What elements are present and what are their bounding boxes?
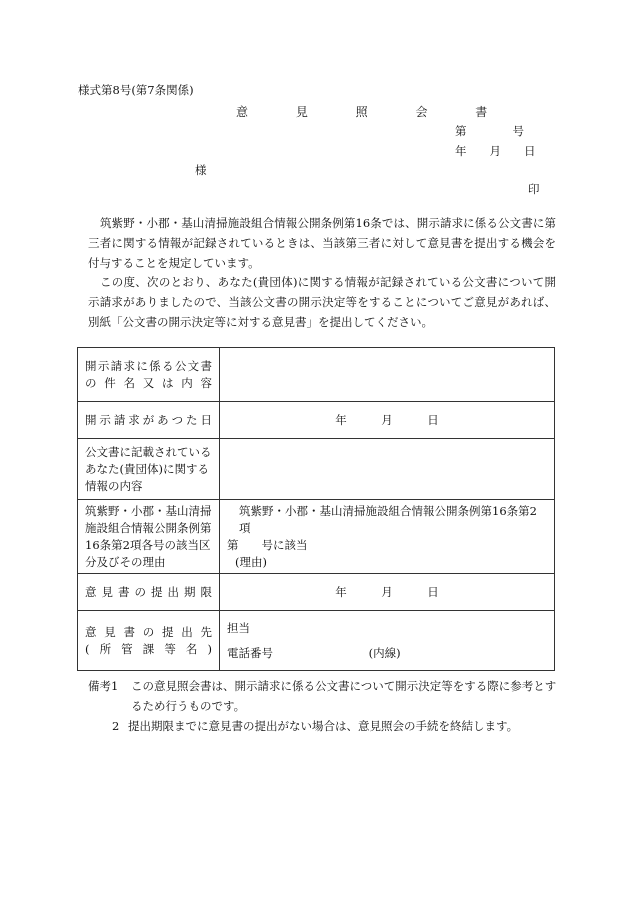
label-line: 意見書の提出期限 xyxy=(85,584,212,599)
table-row xyxy=(78,402,555,439)
label-line: (所管課等名) xyxy=(85,641,212,656)
label-line: 意見書の提出先 xyxy=(85,624,212,639)
table-row xyxy=(78,348,555,402)
date-placeholder: 年 月 日 xyxy=(335,584,439,599)
phone-line xyxy=(227,645,547,662)
inquiry-table xyxy=(77,347,555,671)
table-row xyxy=(78,500,555,574)
label-document-subject xyxy=(78,348,220,402)
note-text: この意見照会書は、開示請求に係る公文書について開示決定等をする際に参考とするため行うものです。 xyxy=(131,679,557,713)
document-title: 意 見 照 会 書 xyxy=(236,105,510,119)
value-category-reason[interactable] xyxy=(220,500,555,574)
note-number: 2 xyxy=(112,719,120,733)
value-submission-destination[interactable] xyxy=(220,611,555,671)
label-line: 開示請求に係る公文書 xyxy=(85,358,212,373)
label-submission-deadline xyxy=(78,574,220,611)
label-recorded-info: 公文書に記載されているあなた(貴団体)に関する情報の内容 xyxy=(78,439,220,500)
label-category-reason: 筑紫野・小郡・基山清掃施設組合情報公開条例第16条第2項各号の該当区分及びその理由 xyxy=(78,500,220,574)
label-request-date xyxy=(78,402,220,439)
form-number: 様式第8号(第7条関係) xyxy=(78,83,194,97)
phone-label: 電話番号 xyxy=(227,645,273,660)
note-heading: 備考1 xyxy=(88,679,119,693)
label-line: 開示請求があつた日 xyxy=(85,412,212,427)
addressee-suffix: 様 xyxy=(195,163,207,177)
table-row xyxy=(78,439,555,500)
document-date-line: 年 月 日 xyxy=(455,144,536,158)
note-text: 提出期限までに意見書の提出がない場合は、意見照会の手続を終結します。 xyxy=(128,719,519,733)
request-paragraph: この度、次のとおり、あなた(貴団体)に関する情報が記録されている公文書について開示請求がありましたので、当該公文書の開示決定等をすることについてご意見があれば、別紙「公文書の開示決定等に対する意見書」を提出してください。 xyxy=(88,275,556,329)
document-number-line: 第 号 xyxy=(455,124,524,138)
value-request-date[interactable] xyxy=(220,402,555,439)
value-submission-deadline[interactable] xyxy=(220,574,555,611)
contact-person-label: 担当 xyxy=(227,620,250,635)
date-placeholder: 年 月 日 xyxy=(335,412,439,427)
table-row xyxy=(78,574,555,611)
ordinance-reference: 筑紫野・小郡・基山清掃施設組合情報公開条例第16条第2項 xyxy=(239,503,537,535)
intro-paragraph: 筑紫野・小郡・基山清掃施設組合情報公開条例第16条では、開示請求に係る公文書に第三者に関する情報が記録されているときは、当該第三者に対して意見書を提出する機会を付与することを規定しています。 xyxy=(88,216,556,270)
seal-mark: 印 xyxy=(528,182,540,196)
label-submission-destination xyxy=(78,611,220,671)
label-line: の件名又は内容 xyxy=(85,375,212,390)
ordinance-item-line: 第 号に該当 xyxy=(227,537,308,552)
reason-label: (理由) xyxy=(235,554,267,569)
value-recorded-info[interactable] xyxy=(220,439,555,500)
table-row xyxy=(78,611,555,671)
extension-label: (内線) xyxy=(368,645,401,660)
value-document-subject[interactable] xyxy=(220,348,555,402)
